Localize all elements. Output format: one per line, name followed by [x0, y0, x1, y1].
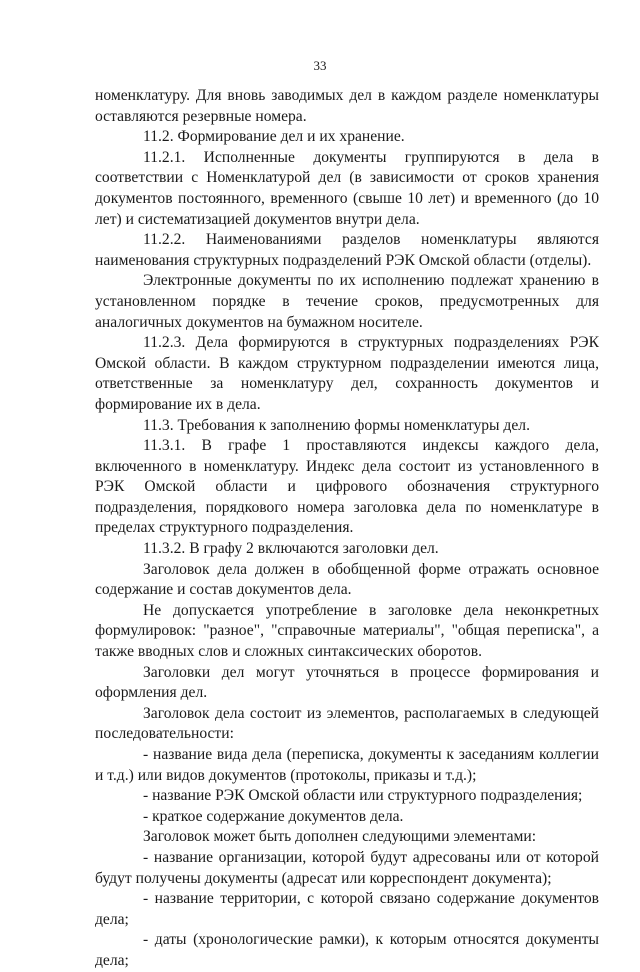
section-heading-11-2: 11.2. Формирование дел и их хранение.: [143, 128, 405, 146]
paragraph-11-2-2: 11.2.2. Наименованиями разделов номенклатуры являются наименования структурных подразделений РЭК Омской области (отделы).: [95, 231, 599, 269]
paragraph-11-3-2: 11.3.2. В графу 2 включаются заголовки дел.: [143, 540, 439, 558]
paragraph-11-2-3: 11.2.3. Дела формируются в структурных подразделениях РЭК Омской области. В каждом структурном подразделении имеются лица, ответственные за номенклатуру дел, сохранность документов и формирование их в дела.: [95, 334, 599, 413]
paragraph-additional-elements: Заголовок может быть дополнен следующими элементами:: [143, 828, 537, 846]
list-item-summary: - краткое содержание документов дела.: [143, 807, 404, 825]
paragraph-title-content: Заголовок дела должен в обобщенной форме отражать основное содержание и состав документов дела.: [95, 560, 599, 599]
paragraph-11-2-1: 11.2.1. Исполненные документы группируются в дела в соответствии с Номенклатурой дел (в зависимости от сроков хранения документов постоянного, временного (свыше 10 лет) и временного (до 10 лет) и систематизацией документов внутри дела.: [95, 148, 599, 228]
list-item-territory: - название территории, с которой связано содержание документов дела;: [95, 890, 599, 928]
list-item-case-type: - название вида дела (переписка, документы к заседаниям коллегии и т.д.) или видов документов (протоколы, приказы и т.д.);: [95, 746, 599, 784]
paragraph-electronic-documents: Электронные документы по их исполнению подлежат хранению в установленном порядке в течение сроков, предусмотренных для аналогичных документов на бумажном носителе.: [95, 272, 599, 331]
page-number: 33: [313, 58, 327, 73]
paragraph-continuation: номенклатуру. Для вновь заводимых дел в каждом разделе номенклатуры оставляются резервные номера.: [95, 87, 599, 125]
paragraph-title-elements: Заголовок дела состоит из элементов, располагаемых в следующей последовательности:: [95, 704, 599, 743]
section-heading-11-3: 11.3. Требования к заполнению формы номенклатуры дел.: [143, 416, 530, 434]
list-item-organization-name: - название РЭК Омской области или структурного подразделения;: [143, 787, 583, 805]
paragraph-11-3-1: 11.3.1. В графе 1 проставляются индексы каждого дела, включенного в номенклатуру. Индекс дела состоит из установленного в РЭК Омской области и цифрового обозначения структурного подразделения, порядкового номера заголовка дела по номенклатуре в пределах структурного подразделения.: [95, 437, 599, 537]
list-item-dates: - даты (хронологические рамки), к которым относятся документы дела;: [95, 931, 599, 969]
document-body: [95, 86, 599, 972]
paragraph-title-restrictions: Не допускается употребление в заголовке дела неконкретных формулировок: "разное", "справочные материалы", "общая переписка", а также вводных слов и сложных синтаксических оборотов.: [95, 601, 599, 661]
list-item-addressee: - название организации, которой будут адресованы или от которой будут получены документы (адресат или корреспондент документа);: [95, 848, 599, 887]
paragraph-title-refinement: Заголовки дел могут уточняться в процессе формирования и оформления дел.: [95, 663, 599, 702]
